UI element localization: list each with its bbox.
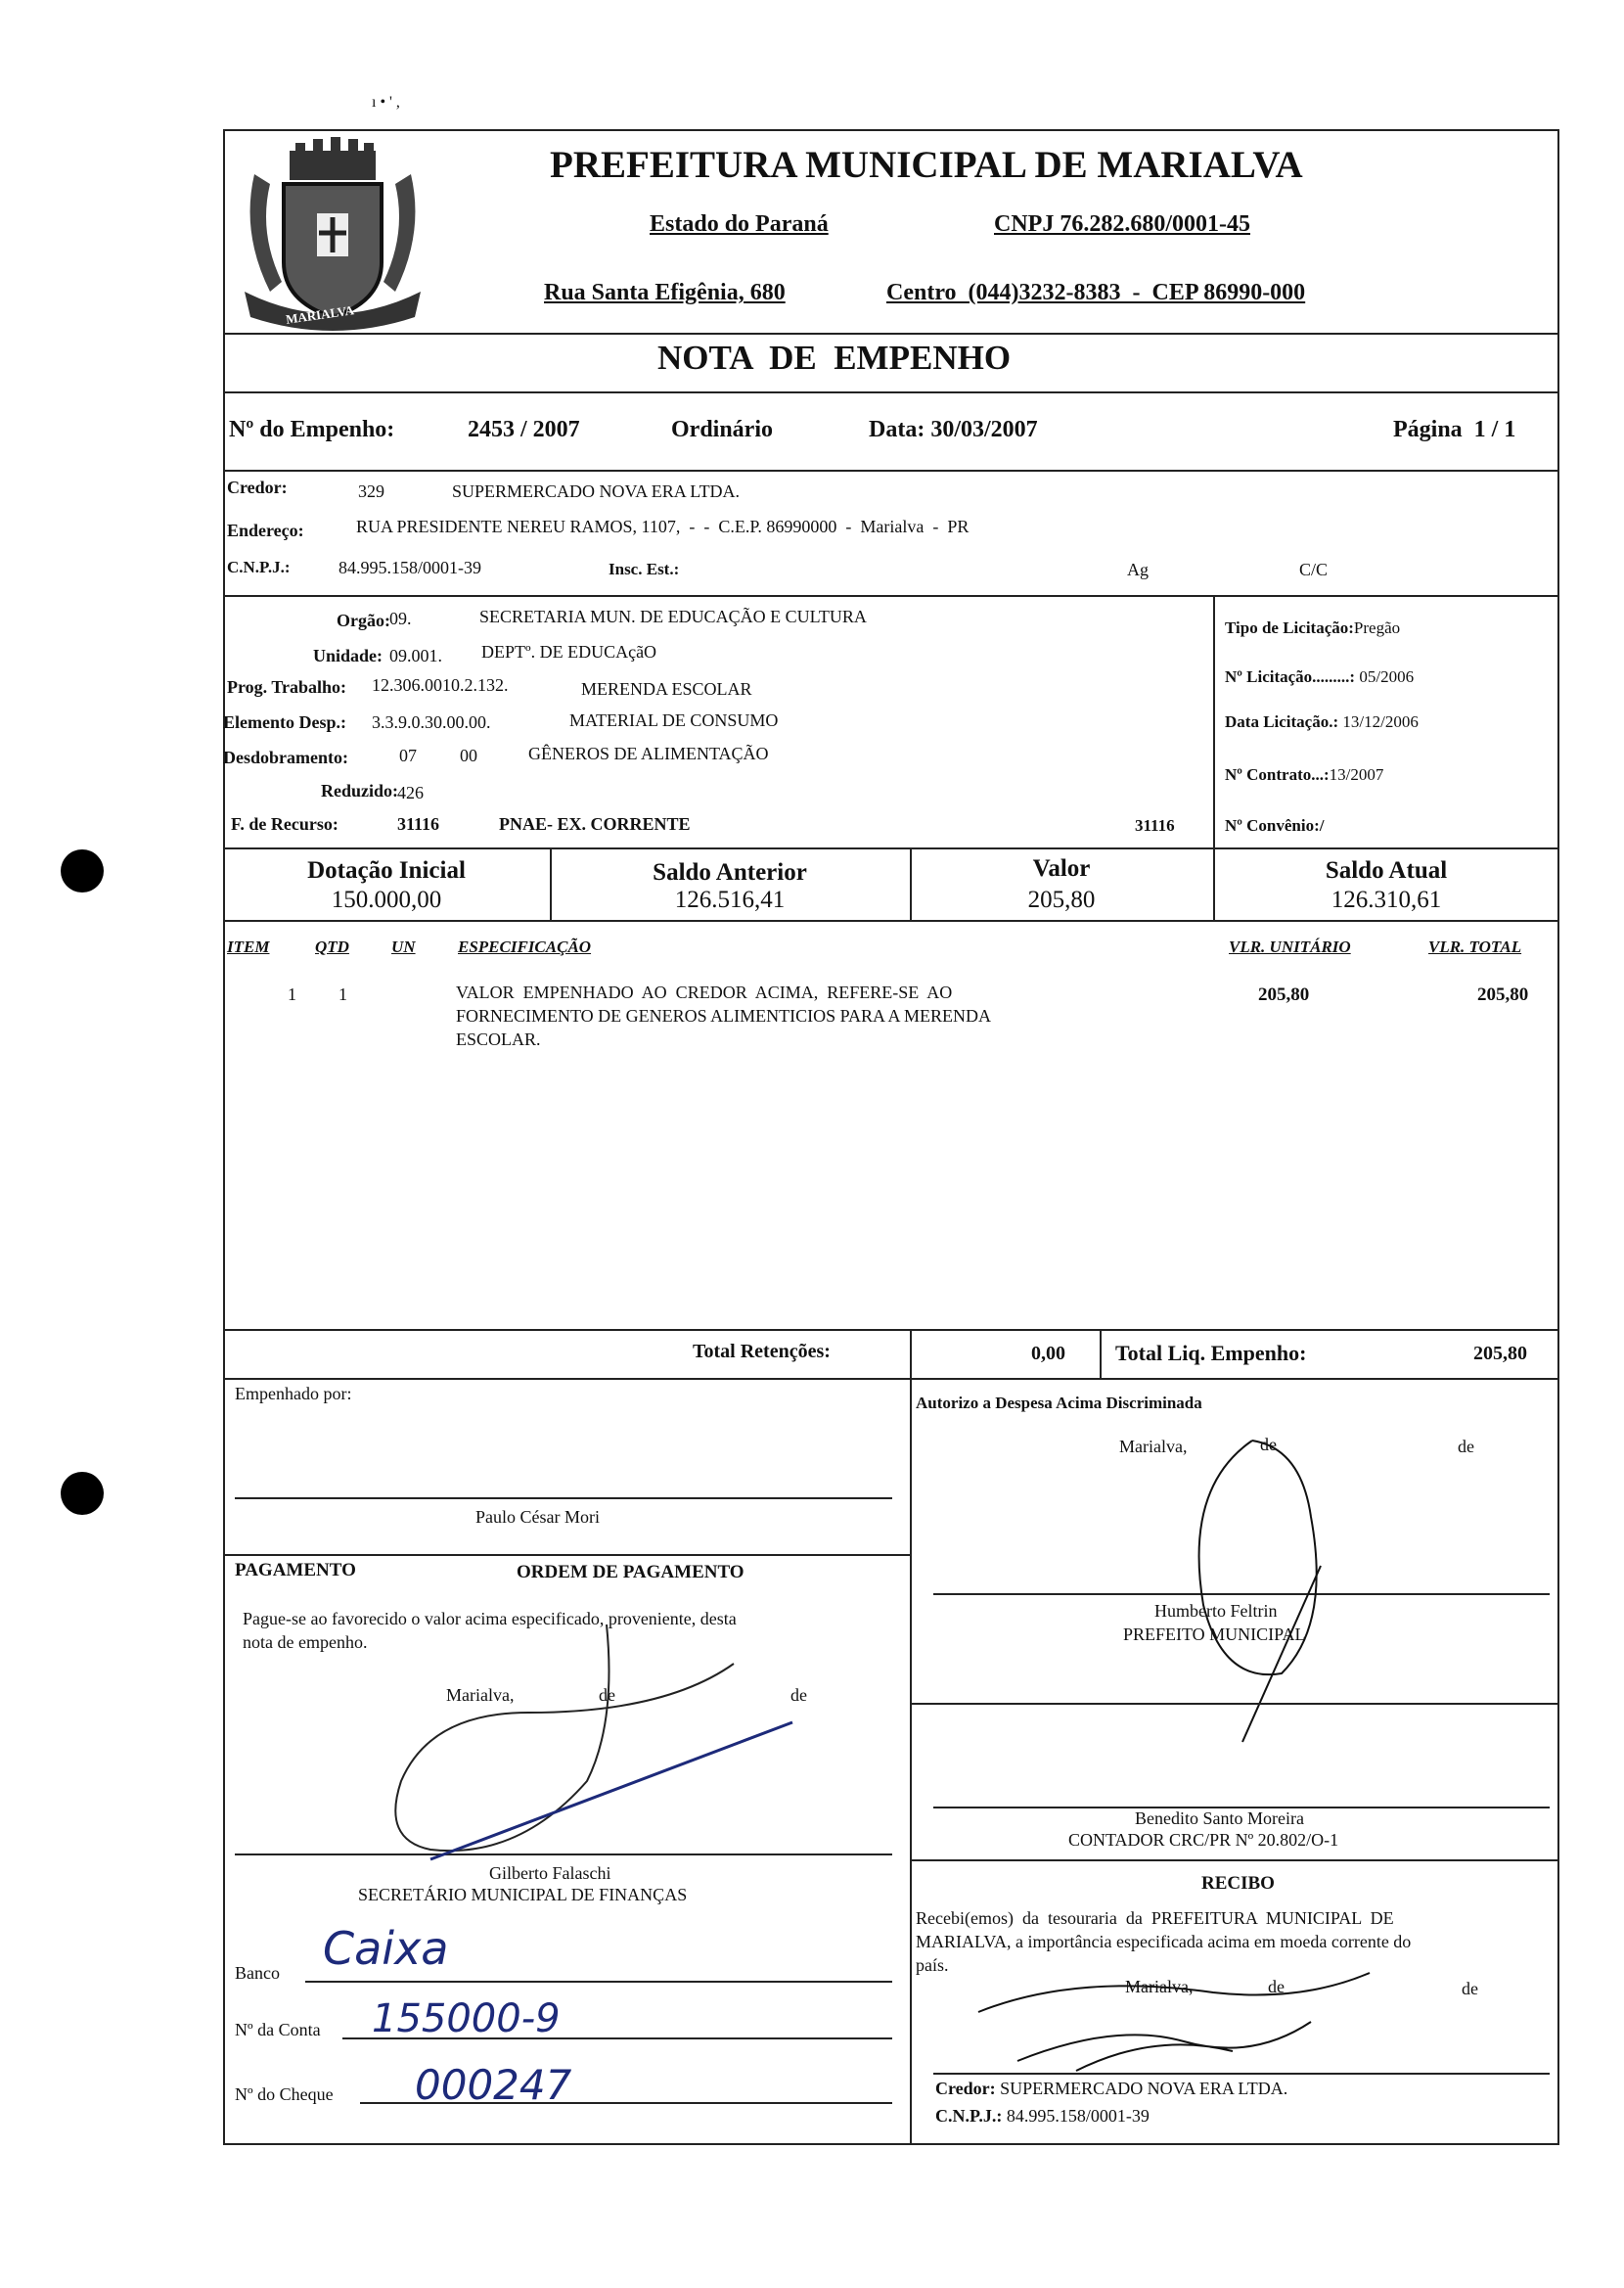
orgao-value: 09. bbox=[389, 609, 412, 628]
empenho-type: Ordinário bbox=[671, 417, 774, 442]
autorizo-de1: de bbox=[1260, 1435, 1277, 1454]
doc-title: NOTA DE EMPENHO bbox=[657, 339, 1012, 377]
recibo-text-1: Recebi(emos) da tesouraria da PREFEITURA MUNICIPAL DE bbox=[916, 1908, 1394, 1928]
recibo-de2: de bbox=[1462, 1979, 1478, 1998]
pagamento-role: SECRETÁRIO MUNICIPAL DE FINANÇAS bbox=[358, 1885, 688, 1904]
conta-value: 155000-9 bbox=[372, 1996, 561, 2041]
dotacao-inicial-value: 150.000,00 bbox=[331, 887, 442, 913]
elemento-desc: MATERIAL DE CONSUMO bbox=[569, 710, 779, 730]
autorizo-role: PREFEITO MUNICIPAL bbox=[1123, 1624, 1306, 1644]
elemento-label: Elemento Desp.: bbox=[223, 712, 346, 732]
data-licitacao-value: 13/12/2006 bbox=[1338, 712, 1419, 731]
credor-address: RUA PRESIDENTE NEREU RAMOS, 1107, - - C.E.P. 86990000 - Marialva - PR bbox=[356, 517, 970, 536]
unidade-label: Unidade: bbox=[313, 646, 383, 665]
prog-label: Prog. Trabalho: bbox=[227, 677, 347, 697]
empenhado-signer: Paulo César Mori bbox=[475, 1507, 600, 1527]
tipo-licitacao-value: Pregão bbox=[1353, 618, 1401, 637]
address-label: Rua Santa Efigênia, 680 bbox=[544, 280, 786, 305]
data-licitacao-label: Data Licitação.: bbox=[1225, 712, 1339, 731]
credor-label: Credor: bbox=[227, 478, 288, 497]
recurso-code-right: 31116 bbox=[1135, 816, 1175, 835]
empenhado-label: Empenhado por: bbox=[235, 1384, 352, 1403]
recurso-value: 31116 bbox=[397, 814, 440, 834]
orgao-label: Orgão: bbox=[337, 611, 390, 630]
autorizo-signer: Humberto Feltrin bbox=[1154, 1601, 1278, 1621]
ag-label: Ag bbox=[1127, 560, 1149, 579]
elemento-value: 3.3.9.0.30.00.00. bbox=[372, 712, 491, 732]
unidade-desc: DEPTº. DE EDUCAçãO bbox=[481, 642, 657, 662]
municipality-title: PREFEITURA MUNICIPAL DE MARIALVA bbox=[550, 144, 1303, 186]
dotacao-inicial-label: Dotação Inicial bbox=[307, 857, 466, 884]
row-spec-line: ESCOLAR. bbox=[456, 1030, 541, 1049]
col-un: UN bbox=[391, 938, 416, 956]
col-unit: VLR. UNITÁRIO bbox=[1229, 938, 1351, 956]
recibo-text-2: MARIALVA, a importância especificada acima em moeda corrente do bbox=[916, 1932, 1412, 1951]
prog-value: 12.306.0010.2.132. bbox=[372, 675, 509, 695]
recibo-credor-label: Credor: bbox=[935, 2079, 996, 2098]
recibo-cnpj bbox=[935, 2106, 1150, 2127]
conta-label: Nº da Conta bbox=[235, 2020, 321, 2039]
autorizo-label: Autorizo a Despesa Acima Discriminada bbox=[916, 1394, 1202, 1412]
banco-value: Caixa bbox=[323, 1922, 449, 1975]
saldo-anterior-label: Saldo Anterior bbox=[653, 859, 807, 886]
recibo-credor bbox=[935, 2079, 1287, 2099]
desdobramento-a: 07 bbox=[399, 746, 417, 765]
saldo-atual-label: Saldo Atual bbox=[1325, 857, 1448, 884]
numero-contrato bbox=[1225, 765, 1383, 785]
total-liq-value: 205,80 bbox=[1473, 1343, 1527, 1364]
row-spec-line: VALOR EMPENHADO AO CREDOR ACIMA, REFERE-SE AO bbox=[456, 983, 953, 1002]
hole-punch bbox=[61, 849, 104, 892]
signature-finance bbox=[372, 1605, 822, 1899]
credor-cnpj: 84.995.158/0001-39 bbox=[338, 558, 481, 577]
col-spec: ESPECIFICAÇÃO bbox=[458, 938, 592, 956]
address-field-label: Endereço: bbox=[227, 521, 304, 540]
cheque-value: 000247 bbox=[415, 2061, 572, 2109]
data-licitacao bbox=[1225, 712, 1419, 732]
row-total-value: 205,80 bbox=[1477, 984, 1529, 1005]
recurso-desc: PNAE- EX. CORRENTE bbox=[499, 814, 691, 834]
col-item: ITEM bbox=[227, 938, 270, 956]
recurso-label: F. de Recurso: bbox=[231, 814, 338, 834]
reduzido-label: Reduzido: bbox=[321, 781, 399, 801]
numero-convenio: Nº Convênio:/ bbox=[1225, 816, 1325, 835]
prog-desc: MERENDA ESCOLAR bbox=[581, 679, 752, 699]
desdobramento-b: 00 bbox=[460, 746, 477, 765]
col-total: VLR. TOTAL bbox=[1428, 938, 1522, 956]
empenho-number: 2453 / 2007 bbox=[468, 417, 580, 442]
recibo-label: RECIBO bbox=[1201, 1873, 1275, 1894]
pagamento-text-1: Pague-se ao favorecido o valor acima especificado, proveniente, desta bbox=[243, 1609, 737, 1628]
autorizo-place: Marialva, bbox=[1119, 1437, 1188, 1456]
empenho-number-label: Nº do Empenho: bbox=[229, 417, 395, 442]
numero-licitacao-value: 05/2006 bbox=[1355, 667, 1415, 686]
col-qtd: QTD bbox=[315, 938, 349, 956]
ordem-pagamento-label: ORDEM DE PAGAMENTO bbox=[517, 1562, 744, 1582]
desdobramento-desc: GÊNEROS DE ALIMENTAÇÃO bbox=[528, 744, 769, 763]
numero-licitacao-label: Nº Licitação.........: bbox=[1225, 667, 1356, 686]
pagamento-signer: Gilberto Falaschi bbox=[489, 1863, 611, 1883]
signature-mayor bbox=[1154, 1429, 1350, 1762]
pagamento-label: PAGAMENTO bbox=[235, 1560, 356, 1580]
crest-label: MARIALVA bbox=[285, 302, 355, 327]
orgao-desc: SECRETARIA MUN. DE EDUCAÇÃO E CULTURA bbox=[479, 607, 867, 626]
valor-label: Valor bbox=[1032, 855, 1091, 882]
numero-licitacao bbox=[1225, 667, 1414, 687]
banco-label: Banco bbox=[235, 1963, 280, 1983]
reduzido-value: 426 bbox=[397, 783, 424, 802]
total-retencoes-value: 0,00 bbox=[1031, 1343, 1065, 1364]
desdobramento-label: Desdobramento: bbox=[223, 748, 348, 767]
pagamento-text-2: nota de empenho. bbox=[243, 1632, 368, 1652]
hole-punch bbox=[61, 1472, 104, 1515]
state-label: Estado do Paraná bbox=[650, 211, 829, 237]
cnpj-label: CNPJ 76.282.680/0001-45 bbox=[994, 211, 1250, 237]
recibo-cnpj-label: C.N.P.J.: bbox=[935, 2106, 1003, 2126]
row-unit-value: 205,80 bbox=[1258, 984, 1310, 1005]
stray-marks: ı • ' , bbox=[372, 94, 400, 111]
recibo-cnpj-value: 84.995.158/0001-39 bbox=[1006, 2106, 1150, 2126]
pagamento-de2: de bbox=[790, 1685, 807, 1705]
signature-creditor bbox=[959, 1953, 1389, 2081]
cc-label: C/C bbox=[1299, 560, 1329, 579]
empenho-date: Data: 30/03/2007 bbox=[869, 417, 1038, 442]
tipo-licitacao-label: Tipo de Licitação: bbox=[1225, 618, 1354, 637]
contador-name: Benedito Santo Moreira bbox=[1135, 1808, 1304, 1828]
contact-label: Centro (044)3232-8383 - CEP 86990-000 bbox=[886, 280, 1306, 305]
insc-label: Insc. Est.: bbox=[609, 560, 680, 578]
saldo-anterior-value: 126.516,41 bbox=[674, 887, 786, 913]
row-qtd: 1 bbox=[338, 984, 347, 1004]
row-spec-line: FORNECIMENTO DE GENEROS ALIMENTICIOS PARA A MERENDA bbox=[456, 1006, 992, 1026]
cnpj-field-label: C.N.P.J.: bbox=[227, 558, 291, 576]
numero-contrato-value: 13/2007 bbox=[1329, 765, 1384, 784]
autorizo-de2: de bbox=[1458, 1437, 1474, 1456]
numero-contrato-label: Nº Contrato...: bbox=[1225, 765, 1330, 784]
saldo-atual-value: 126.310,61 bbox=[1331, 887, 1442, 913]
valor-value: 205,80 bbox=[1027, 887, 1096, 913]
recibo-text-3: país. bbox=[916, 1955, 949, 1975]
tipo-licitacao bbox=[1225, 618, 1400, 638]
pagamento-de1: de bbox=[599, 1685, 615, 1705]
cheque-label: Nº do Cheque bbox=[235, 2084, 334, 2104]
pagamento-place: Marialva, bbox=[446, 1685, 515, 1705]
row-item: 1 bbox=[288, 984, 296, 1004]
total-liq-label: Total Liq. Empenho: bbox=[1115, 1341, 1307, 1365]
credor-name: SUPERMERCADO NOVA ERA LTDA. bbox=[452, 481, 741, 501]
page-number: Página 1 / 1 bbox=[1393, 417, 1516, 442]
unidade-value: 09.001. bbox=[389, 646, 442, 665]
credor-code: 329 bbox=[358, 481, 384, 501]
contador-role: CONTADOR CRC/PR Nº 20.802/O-1 bbox=[1068, 1830, 1339, 1850]
recibo-de1: de bbox=[1268, 1977, 1285, 1996]
recibo-credor-value: SUPERMERCADO NOVA ERA LTDA. bbox=[1000, 2079, 1288, 2098]
recibo-place: Marialva, bbox=[1125, 1977, 1194, 1996]
total-retencoes-label: Total Retenções: bbox=[693, 1341, 831, 1362]
